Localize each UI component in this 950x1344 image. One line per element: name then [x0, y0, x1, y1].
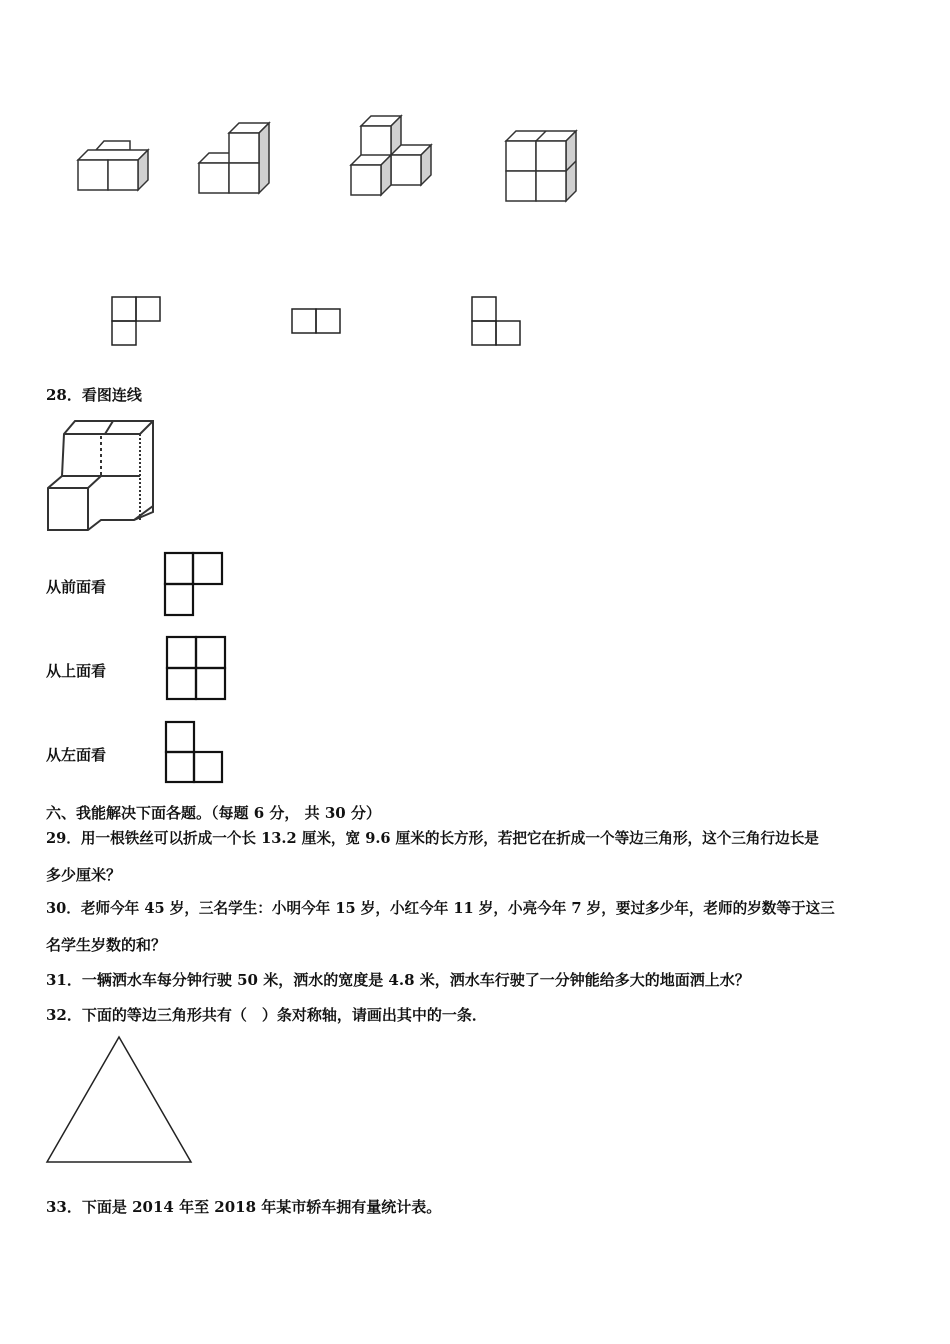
q30-text: 30．老师今年 45 岁，三名学生：小明今年 15 岁，小红今年 11 岁，小亮今年 7 岁，要过多少年，老师的岁数等于这三	[46, 900, 835, 917]
q32-text: 32．下面的等边三角形共有（ ）条对称轴，请画出其中的一条．	[46, 1006, 487, 1024]
cube-solid-1	[78, 141, 148, 190]
view-option-2	[292, 309, 340, 333]
front-view-figure	[165, 553, 222, 615]
view-option-1	[112, 297, 160, 345]
top-view-label: 从上面看	[46, 662, 107, 680]
equilateral-triangle	[47, 1037, 191, 1162]
q33-text: 33．下面是 2014 年至 2018 年某市轿车拥有量统计表。	[46, 1198, 442, 1216]
q29-text: 29．用一根铁丝可以折成一个长 13.2 厘米，宽 9.6 厘米的长方形，若把它在折成一个等边三角形，这个三角行边长是	[46, 830, 819, 847]
left-view-label: 从左面看	[46, 746, 107, 764]
cube-solid-2	[199, 123, 269, 193]
q28-title: 28．看图连线	[46, 386, 142, 404]
left-view-figure	[166, 722, 222, 782]
q30-text-cont: 名学生岁数的和？	[46, 936, 167, 954]
cube-solid-4	[506, 131, 576, 201]
top-view-figure	[167, 637, 225, 699]
q28-solid	[48, 421, 153, 530]
front-view-label: 从前面看	[46, 578, 107, 596]
section-heading: 六、我能解决下面各题。（每题 6 分， 共 30 分）	[46, 804, 381, 822]
q31-text: 31．一辆洒水车每分钟行驶 50 米，洒水的宽度是 4.8 米，洒水车行驶了一分钟能给多大的地面洒上水？	[46, 971, 750, 989]
view-option-3	[472, 297, 520, 345]
cube-solid-3	[351, 116, 431, 195]
q29-text-cont: 多少厘米？	[46, 866, 122, 884]
